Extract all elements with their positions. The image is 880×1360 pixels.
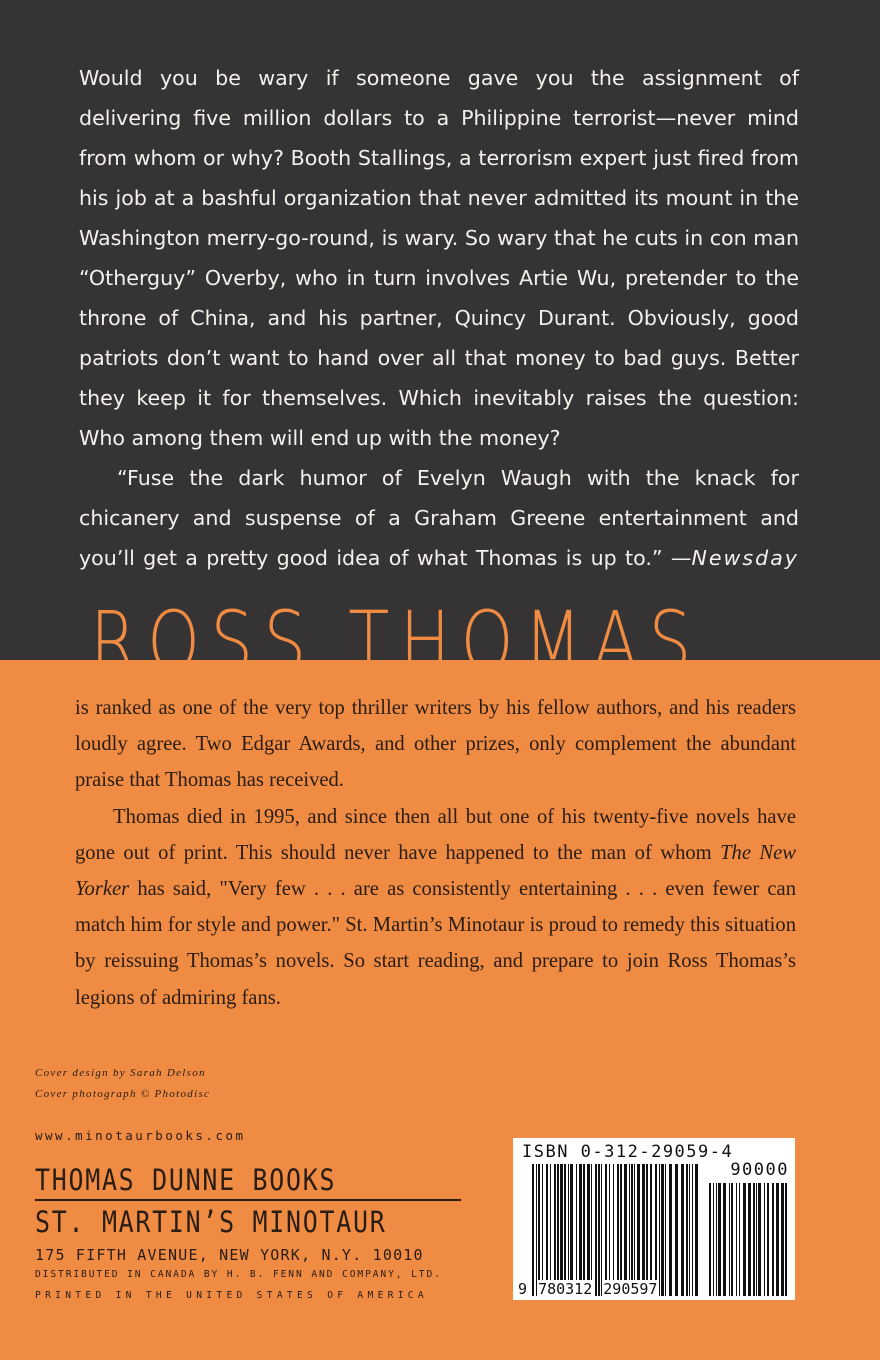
barcode-bar <box>560 1164 563 1296</box>
barcode-bar <box>669 1164 672 1296</box>
barcode-bar <box>781 1183 784 1296</box>
barcode-bar <box>681 1164 684 1296</box>
barcode-bar <box>692 1164 693 1296</box>
barcode-bar <box>729 1183 730 1296</box>
barcode-bar <box>624 1164 627 1296</box>
barcode-bar <box>686 1164 688 1296</box>
bio-p2-start: Thomas died in 1995, and since then all but one of his twenty-five novels have gone out of print. This should never have happened to the man of whom <box>75 805 796 864</box>
ean-digits <box>517 1280 658 1298</box>
barcode-bar <box>776 1183 779 1296</box>
barcode-bar <box>665 1164 666 1296</box>
cover-design-credit: Cover design by Sarah Delson <box>35 1067 206 1079</box>
barcode-bar <box>583 1164 585 1296</box>
barcode-bar <box>731 1183 733 1296</box>
barcode-bar <box>587 1164 590 1296</box>
barcode-bar <box>620 1164 622 1296</box>
imprint-divider <box>35 1199 461 1201</box>
barcode-bar <box>650 1164 652 1296</box>
ean-right-digits: 290597 <box>603 1280 658 1298</box>
barcode-bar <box>716 1183 717 1296</box>
cover-credits <box>35 1063 210 1105</box>
barcode-bar <box>568 1164 569 1296</box>
publisher-address: 175 FIFTH AVENUE, NEW YORK, N.Y. 10010 <box>35 1246 424 1264</box>
barcode-bar <box>748 1183 751 1296</box>
addon-barcode-bars <box>709 1183 789 1296</box>
barcode-bar <box>564 1164 566 1296</box>
barcode-bar <box>634 1164 635 1296</box>
barcode-bar <box>753 1183 755 1296</box>
barcode-bar <box>598 1164 600 1296</box>
barcode-bar <box>601 1164 602 1296</box>
review-quote <box>79 458 799 578</box>
barcode-bar <box>655 1164 657 1296</box>
website-url: www.minotaurbooks.com <box>35 1128 246 1143</box>
barcode-bar <box>646 1164 648 1296</box>
bio-paragraph-2 <box>75 799 796 1016</box>
author-bio <box>75 690 796 1016</box>
review-source: Newsday <box>691 546 799 570</box>
printed-in-usa: PRINTED IN THE UNITED STATES OF AMERICA <box>35 1290 428 1301</box>
barcode-bar <box>576 1164 577 1296</box>
barcode-bar <box>767 1183 769 1296</box>
barcode-bar <box>591 1164 592 1296</box>
barcode-bar <box>536 1164 537 1296</box>
barcode-bar <box>532 1164 534 1296</box>
barcode-bar <box>695 1164 698 1296</box>
barcode-bar <box>736 1183 737 1296</box>
barcode-bar <box>758 1183 761 1296</box>
barcode-bar <box>546 1164 548 1296</box>
barcode-bar <box>764 1183 765 1296</box>
barcode-bar <box>723 1183 726 1296</box>
barcode-bar <box>605 1164 607 1296</box>
barcode-bar <box>689 1164 690 1296</box>
isbn-barcode <box>513 1138 795 1300</box>
barcode-bar <box>557 1164 559 1296</box>
barcode-bar <box>675 1164 678 1296</box>
barcode-bar <box>550 1164 551 1296</box>
imprint-minotaur: ST. MARTIN’S MINOTAUR <box>35 1205 387 1239</box>
barcode-bar <box>637 1164 640 1296</box>
cover-photo-credit: Cover photograph © Photodisc <box>35 1088 211 1100</box>
barcode-bar <box>743 1183 746 1296</box>
barcode-bar <box>613 1164 614 1296</box>
barcode-bar <box>538 1164 540 1296</box>
price-code: 90000 <box>730 1160 789 1180</box>
barcode-bar <box>785 1183 787 1296</box>
barcode-bar <box>554 1164 556 1296</box>
barcode-bar <box>631 1164 633 1296</box>
barcode-bar <box>739 1183 740 1296</box>
publisher-block <box>35 1162 461 1307</box>
barcode-bar <box>772 1183 774 1296</box>
barcode-bar <box>542 1164 543 1296</box>
author-name: ROSS THOMAS <box>90 593 702 691</box>
ean-first-digit: 9 <box>518 1280 528 1298</box>
synopsis-blurb <box>79 58 799 578</box>
barcode-bar <box>659 1164 660 1296</box>
barcode-bar <box>661 1164 664 1296</box>
barcode-bar <box>570 1164 573 1296</box>
barcode-bar <box>617 1164 619 1296</box>
barcode-bar <box>713 1183 714 1296</box>
isbn-number: ISBN 0-312-29059-4 <box>522 1142 734 1162</box>
canada-distribution: DISTRIBUTED IN CANADA BY H. B. FENN AND COMPANY, LTD. <box>35 1269 442 1280</box>
barcode-bar <box>709 1183 711 1296</box>
review-quote-text: “Fuse the dark humor of Evelyn Waugh with the knack for chicanery and suspense of a Graham Greene entertainment and you’ll get a pretty good idea of what Thomas is up to.” — <box>79 466 799 570</box>
synopsis-paragraph: Would you be wary if someone gave you the assignment of delivering five million dollars to a Philippine terrorist—never mind from whom or why? Booth Stallings, a terrorism expert just fired from his job at a bashful organization that never admitted its mount in the Washington merry-go-round, is wary. So wary that he cuts in con man “Otherguy” Overby, who in turn involves Artie Wu, pretender to the throne of China, and his partner, Quincy Durant. Obviously, good patriots don’t want to hand over all that money to bad guys. Better they keep it for themselves. Which inevitably raises the question: Who among them will end up with the money? <box>79 66 799 450</box>
barcode-bar <box>718 1183 721 1296</box>
bio-paragraph-1: is ranked as one of the very top thriller writers by his fellow authors, and his readers loudly agree. Two Edgar Awards, and other prizes, only complement the abundant praise that Thomas has received. <box>75 697 796 792</box>
ean-left-digits: 780312 <box>538 1280 593 1298</box>
imprint-thomas-dunne: THOMAS DUNNE BOOKS <box>35 1163 337 1197</box>
new-yorker-title: The New Yorker <box>75 841 796 901</box>
barcode-bar <box>642 1164 645 1296</box>
barcode-bar <box>595 1164 597 1296</box>
barcode-bar <box>609 1164 610 1296</box>
ean-barcode-bars <box>532 1164 700 1296</box>
barcode-bar <box>579 1164 582 1296</box>
barcode-bar <box>756 1183 757 1296</box>
bio-p2-end: has said, "Very few . . . are as consistently entertaining . . . even fewer can match him for style and power." St. Martin’s Minotaur is proud to remedy this situation by reissuing Thomas’s novels. So start reading, and prepare to join Ross Thomas’s legions of admiring fans. <box>75 878 796 1009</box>
barcode-bar <box>629 1164 630 1296</box>
